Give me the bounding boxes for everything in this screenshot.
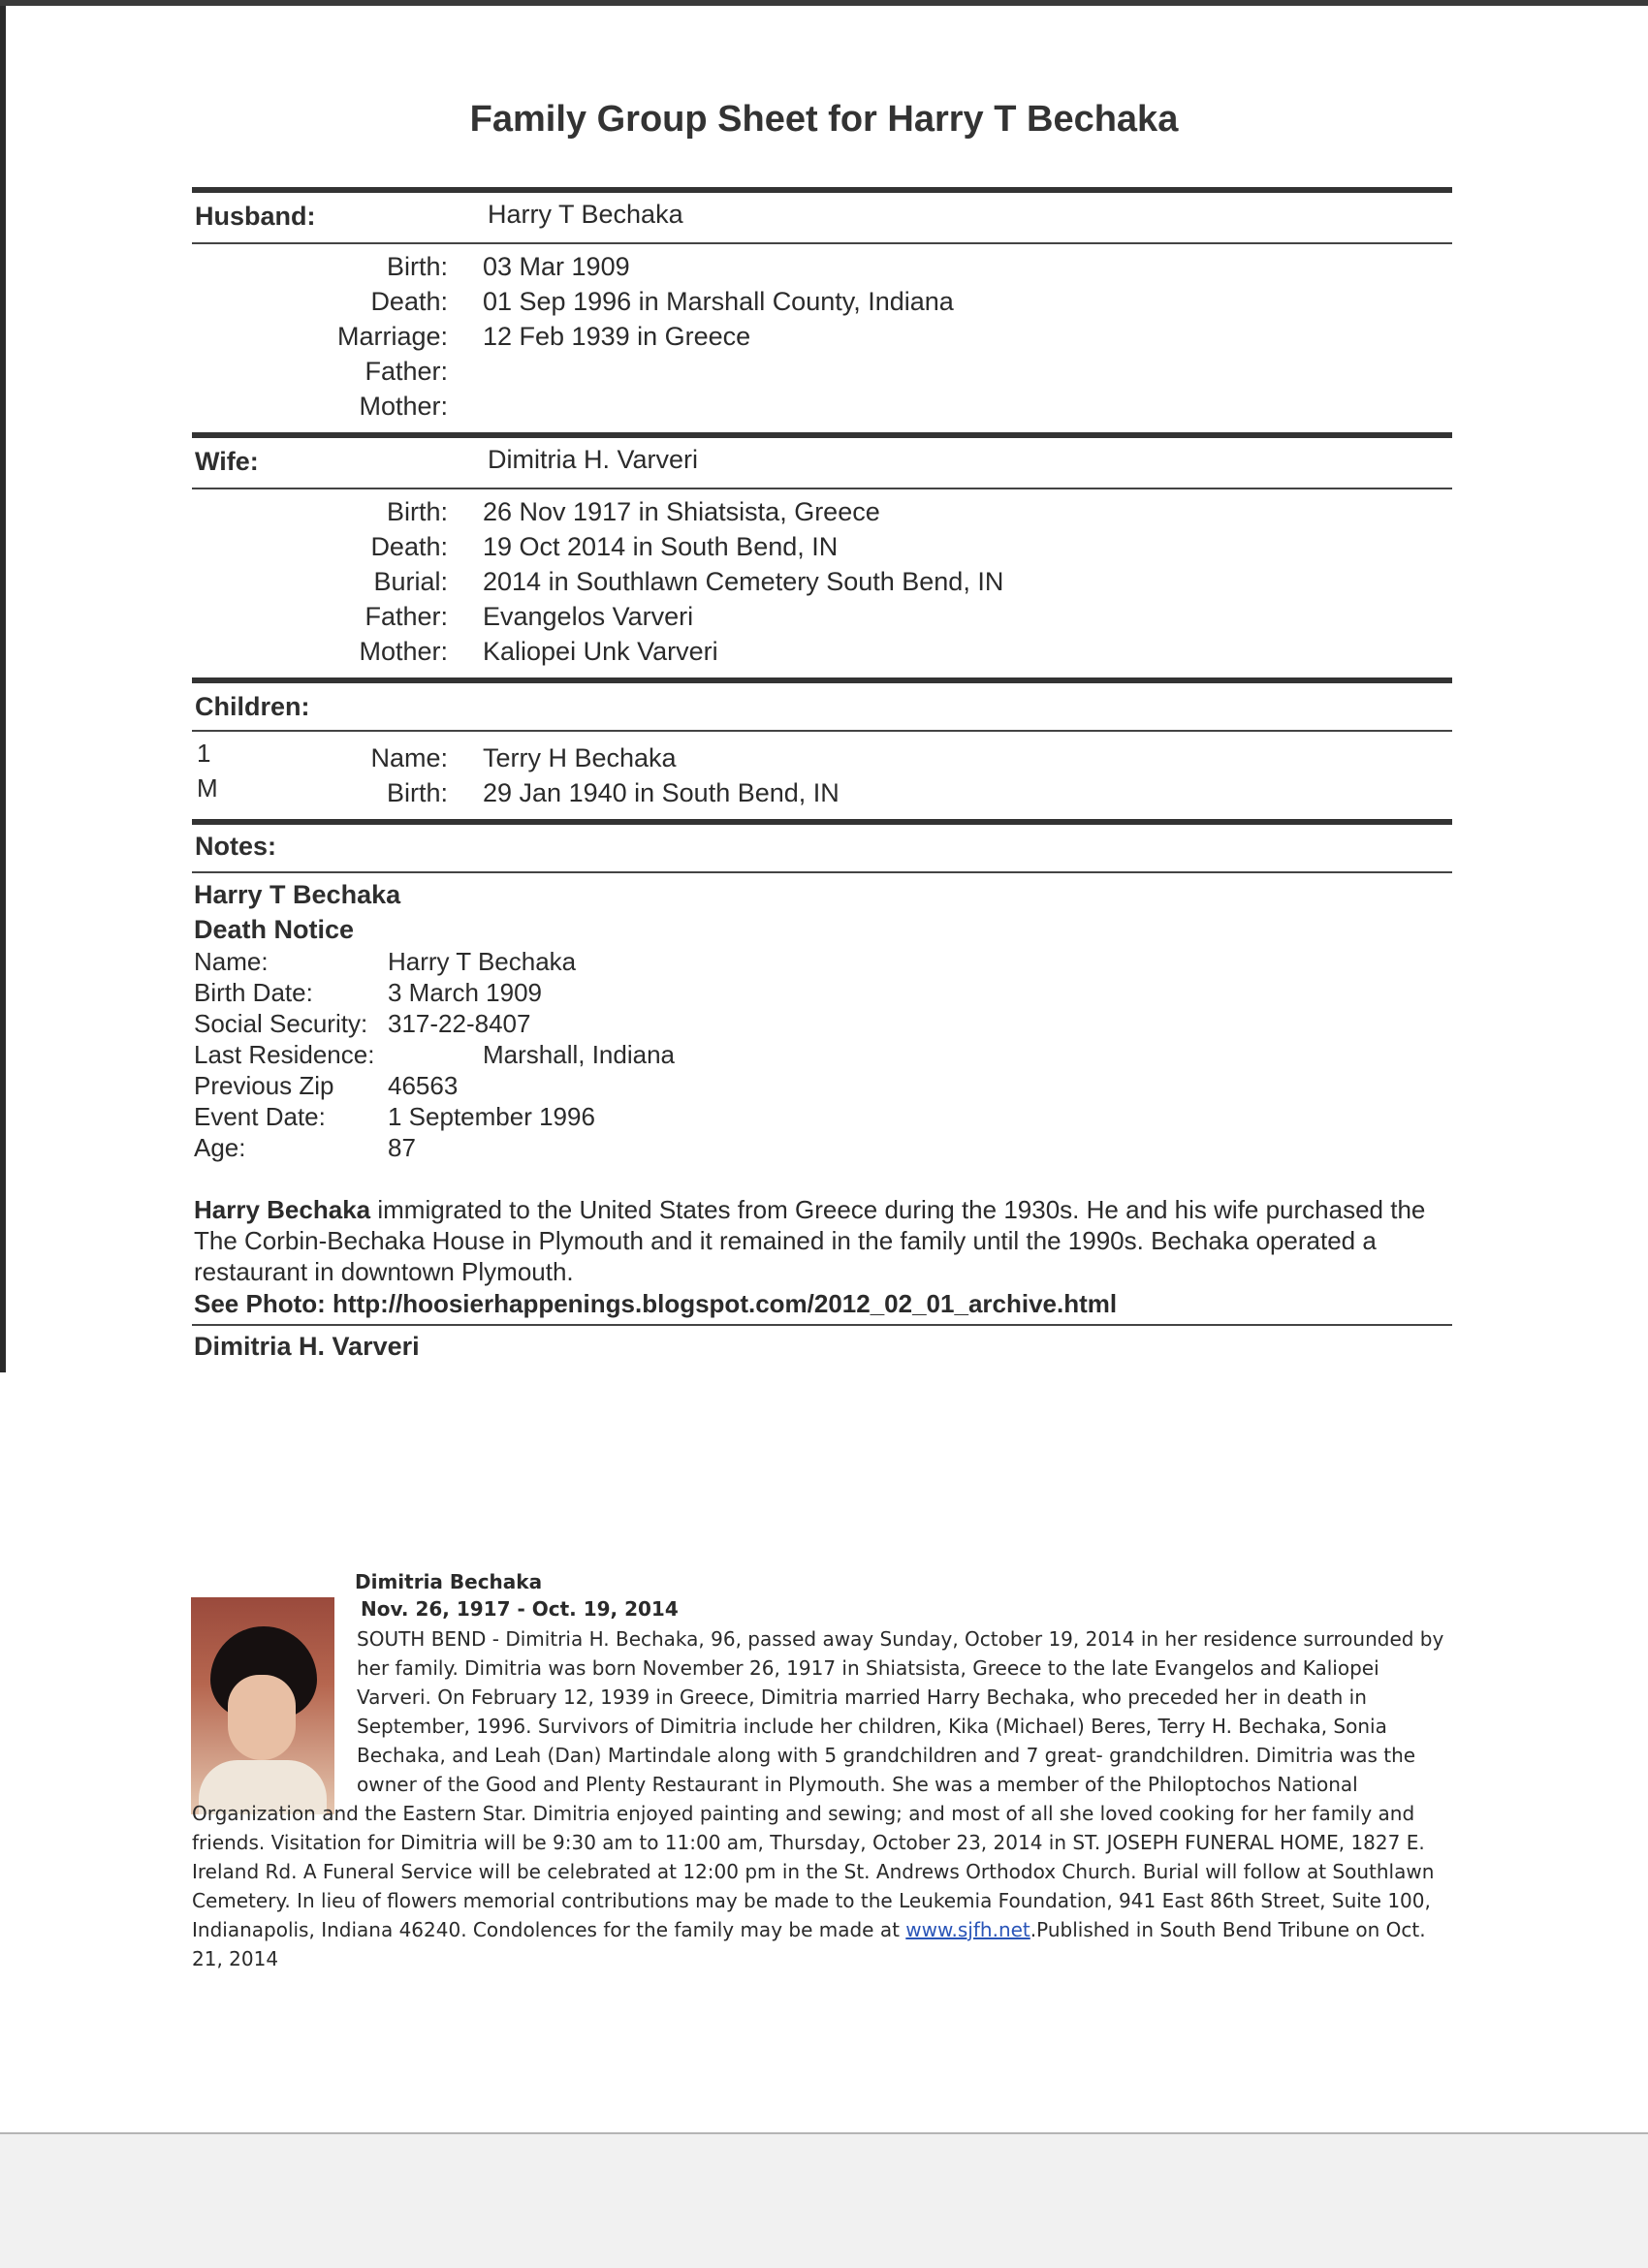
wife-label: Wife:	[195, 447, 259, 476]
death-notice-value: 317-22-8407	[388, 1009, 531, 1038]
child-name-label: Name:	[370, 743, 448, 772]
husband-father-label: Father:	[364, 357, 448, 386]
death-notice-label: Last Residence:	[194, 1040, 375, 1069]
wife-birth-value: 26 Nov 1917 in Shiatsista, Greece	[483, 497, 880, 526]
death-notice-label: Age:	[194, 1133, 246, 1162]
section-rule	[192, 1324, 1452, 1326]
wife-father-value: Evangelos Varveri	[483, 602, 694, 631]
wife-death-value: 19 Oct 2014 in South Bend, IN	[483, 532, 839, 561]
husband-label: Husband:	[195, 202, 316, 231]
death-notice-label: Event Date:	[194, 1102, 326, 1131]
wife-burial-value: 2014 in Southlawn Cemetery South Bend, IN	[483, 567, 1004, 596]
wife-mother-value: Kaliopei Unk Varveri	[483, 637, 718, 666]
section-rule	[192, 819, 1452, 825]
obituary-tail: .Published in South Bend Tribune on Oct. 21, 2014	[192, 1918, 1426, 1970]
death-notice-value: 46563	[388, 1071, 459, 1100]
bio-paragraph	[194, 1194, 1464, 1287]
notes-harry-heading: Harry T Bechaka	[194, 880, 401, 909]
child-birth-value: 29 Jan 1940 in South Bend, IN	[483, 778, 840, 807]
husband-marriage-value: 12 Feb 1939 in Greece	[483, 322, 751, 351]
bio-text: immigrated to the United States from Greece during the 1930s. He and his wife purchased the The Corbin-Bechaka House in Plymouth and it remained in the family until the 1990s. Bechaka operated a restaurant in downtown Plymouth.	[194, 1195, 1426, 1286]
death-notice-value: 3 March 1909	[388, 978, 542, 1007]
section-rule	[192, 871, 1452, 873]
death-notice-heading: Death Notice	[194, 915, 355, 944]
section-rule	[192, 730, 1452, 732]
death-notice-value: 87	[388, 1133, 416, 1162]
notes-label: Notes:	[195, 832, 277, 861]
child-birth-label: Birth:	[386, 778, 448, 807]
wife-birth-label: Birth:	[386, 497, 448, 526]
husband-name: Harry T Bechaka	[488, 200, 683, 229]
wife-father-label: Father:	[364, 602, 448, 631]
obituary-link[interactable]: www.sjfh.net	[905, 1918, 1030, 1941]
notes-dimitria-heading: Dimitria H. Varveri	[194, 1332, 420, 1361]
obituary-title: Dimitria Bechaka	[355, 1570, 543, 1593]
death-notice-label: Birth Date:	[194, 978, 313, 1007]
section-rule	[192, 432, 1452, 438]
child-name-value: Terry H Bechaka	[483, 743, 677, 772]
child-number: 1	[197, 739, 211, 768]
scan-left-edge	[0, 6, 6, 1372]
husband-birth-label: Birth:	[386, 252, 448, 281]
wife-death-label: Death:	[370, 532, 448, 561]
husband-mother-label: Mother:	[359, 392, 448, 421]
scan-bottom-margin	[0, 2132, 1648, 2268]
children-label: Children:	[195, 692, 310, 721]
wife-burial-label: Burial:	[373, 567, 448, 596]
obituary-text: SOUTH BEND - Dimitria H. Bechaka, 96, passed away Sunday, October 19, 2014 in her residence surrounded by her family. Dimitria was born November 26, 1917 in Shiatsista, Greece to the late Evangelos and Kaliopei Varveri. On February 12, 1939 in Greece, Dimitria married Harry Bechaka, who preceded her in death in September, 1996. Survivors of Dimitria include her children, Kika (Michael) Beres, Terry H. Bechaka, Sonia Bechaka, and Leah (Dan) Martindale along with 5 grandchildren and 7 great- grandchildren. Dimitria was the owner of the Good and Plenty Restaurant in Plymouth. She was a member of the Philoptochos National Organization and the Eastern Star. Dimitria enjoyed painting and sewing; and most of all she loved cooking for her family and friends. Visitation for Dimitria will be 9:30 am to 11:00 am, Thursday, October 23, 2014 in ST. JOSEPH FUNERAL HOME, 1827 E. Ireland Rd. A Funeral Service will be celebrated at 12:00 pm in the St. Andrews Orthodox Church. Burial will follow at Southlawn Cemetery. In lieu of flowers memorial contributions may be made to the Leukemia Foundation, 941 East 86th Street, Suite 100, Indianapolis, Indiana 46240. Condolences for the family may be made at	[192, 1627, 1444, 1941]
bio-name: Harry Bechaka	[194, 1195, 371, 1224]
section-rule	[192, 488, 1452, 489]
death-notice-value: Harry T Bechaka	[388, 947, 577, 976]
death-notice-label: Social Security:	[194, 1009, 368, 1038]
death-notice-label: Name:	[194, 947, 269, 976]
obituary-body	[192, 1624, 1452, 1973]
wife-name: Dimitria H. Varveri	[488, 445, 699, 474]
death-notice-value: 1 September 1996	[388, 1102, 595, 1131]
husband-death-label: Death:	[370, 287, 448, 316]
see-photo-link[interactable]: See Photo: http://hoosierhappenings.blogspot.com/2012_02_01_archive.html	[194, 1289, 1118, 1318]
page-title: Family Group Sheet for Harry T Bechaka	[469, 99, 1179, 140]
husband-marriage-label: Marriage:	[336, 322, 448, 351]
death-notice-label: Previous Zip	[194, 1071, 334, 1100]
section-rule	[192, 187, 1452, 193]
section-rule	[192, 242, 1452, 244]
child-sex: M	[197, 773, 218, 803]
wife-mother-label: Mother:	[359, 637, 448, 666]
obituary-dates: Nov. 26, 1917 - Oct. 19, 2014	[361, 1597, 679, 1621]
scan-top-edge	[0, 0, 1648, 6]
section-rule	[192, 677, 1452, 683]
husband-death-value: 01 Sep 1996 in Marshall County, Indiana	[483, 287, 954, 316]
death-notice-value: Marshall, Indiana	[483, 1040, 675, 1069]
husband-birth-value: 03 Mar 1909	[483, 252, 630, 281]
